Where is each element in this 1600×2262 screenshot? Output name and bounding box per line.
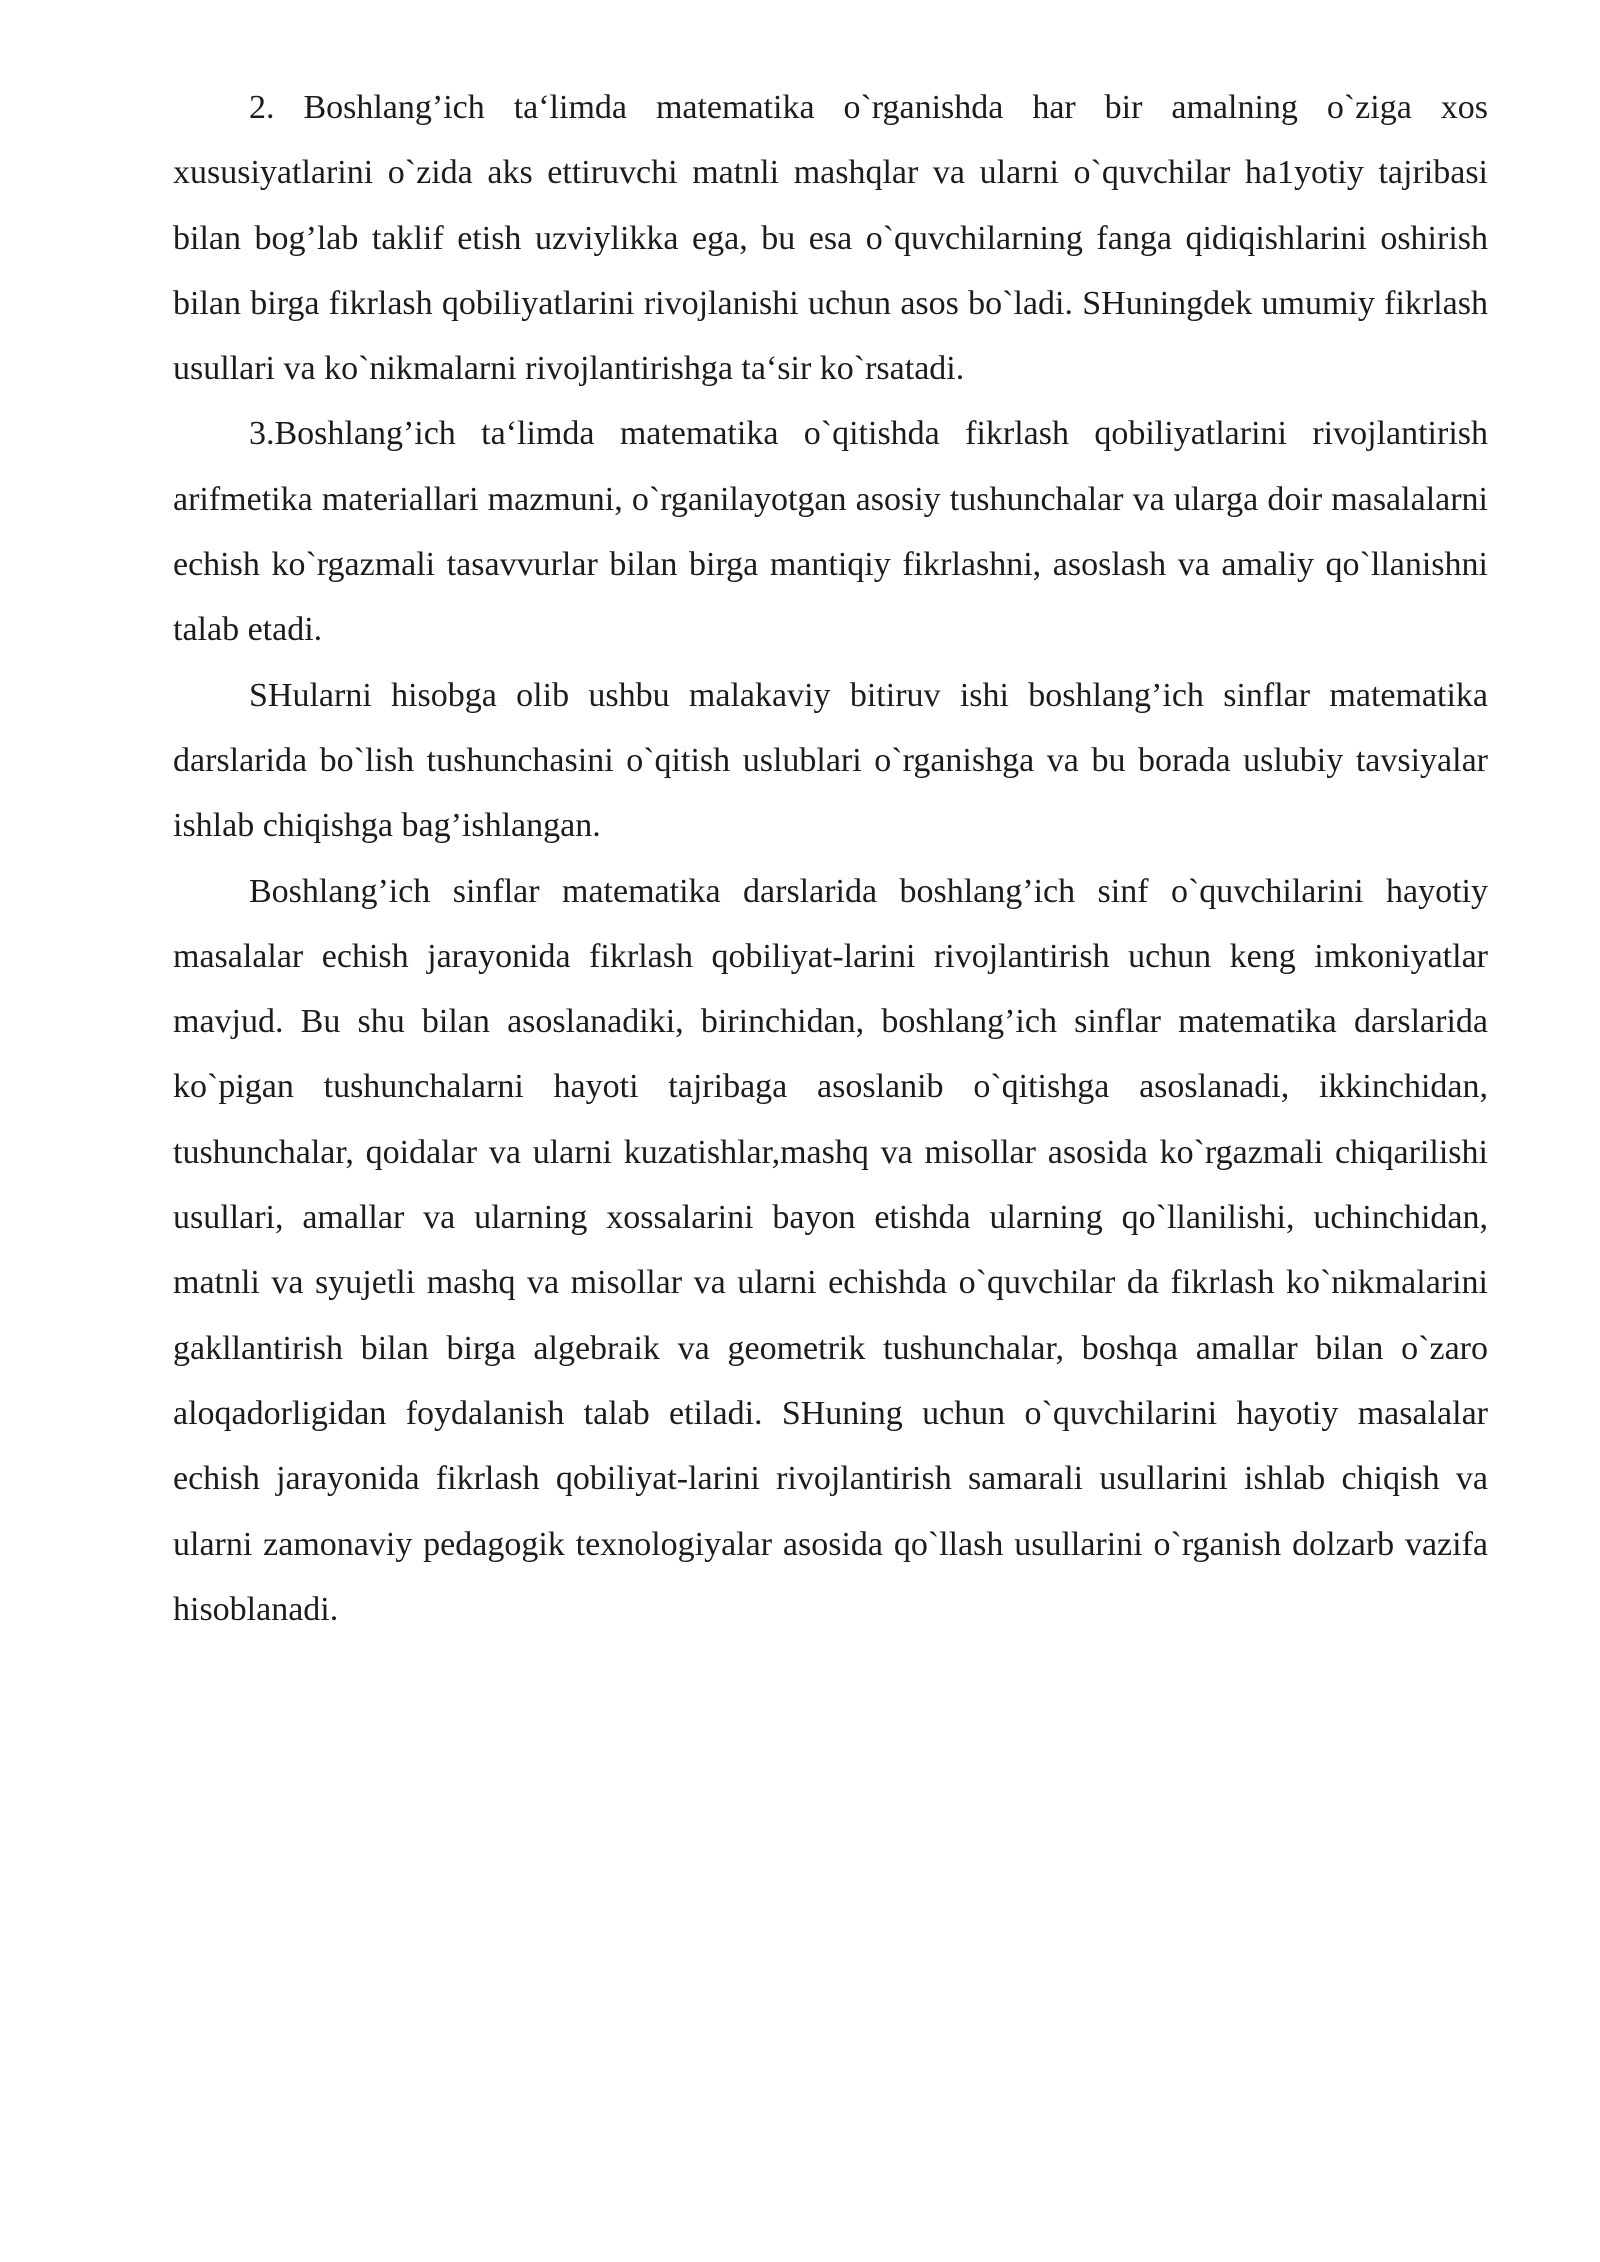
document-body xyxy=(173,75,1488,1642)
paragraph-point-3: 3.Boshlang’ich ta‘limda matematika o`qitishda fikrlash qobiliyatlarini rivojlantirish arifmetika materiallari mazmuni, o`rganilayotgan asosiy tushunchalar va ularga doir masalalarni echish ko`rgazmali tasavvurlar bilan birga mantiqiy fikrlashni, asoslash va amaliy qo`llanishni talab etadi. xyxy=(173,415,1488,649)
paragraph-opportunities: Boshlang’ich sinflar matematika darslarida boshlang’ich sinf o`quvchilarini hayotiy masalalar echish jarayonida fikrlash qobiliyat-larini rivojlantirish uchun keng imkoniyatlar mavjud. Bu shu bilan asoslanadiki, birinchidan, boshlang’ich sinflar matematika darslarida ko`pigan tushunchalarni hayoti tajribaga asoslanib o`qitishga asoslanadi, ikkinchidan, tushunchalar, qoidalar va ularni kuzatishlar,mashq va misollar asosida ko`rgazmali chiqarilishi usullari, amallar va ularning xossalarini bayon etishda ularning qo`llanilishi, uchinchidan, matnli va syujetli mashq va misollar va ularni echishda o`quvchilar da fikrlash ko`nikmalarini gakllantirish bilan birga algebraik va geometrik tushunchalar, boshqa amallar bilan o`zaro aloqadorligidan foydalanish talab etiladi. SHuning uchun o`quvchilarini hayotiy masalalar echish jarayonida fikrlash qobiliyat-larini rivojlantirish samarali usullarini ishlab chiqish va ularni zamonaviy pedagogik texnologiyalar asosida qo`llash usullarini o`rganish dolzarb vazifa hisoblanadi. xyxy=(173,872,1488,1628)
paragraph-thesis-purpose: SHularni hisobga olib ushbu malakaviy bitiruv ishi boshlang’ich sinflar matematika darslarida bo`lish tushunchasini o`qitish uslublari o`rganishga va bu borada uslubiy tavsiyalar ishlab chiqishga bag’ishlangan. xyxy=(173,676,1488,845)
paragraph-point-2: 2. Boshlang’ich ta‘limda matematika o`rganishda har bir amalning o`ziga xos xususiyatlarini o`zida aks ettiruvchi matnli mashqlar va ularni o`quvchilar ha1yotiy tajribasi bilan bog’lab taklif etish uzviylikka ega, bu esa o`quvchilarning fanga qidiqishlarini oshirish bilan birga fikrlash qobiliyatlarini rivojlanishi uchun asos bo`ladi. SHuningdek umumiy fikrlash usullari va ko`nikmalarni rivojlantirishga ta‘sir ko`rsatadi. xyxy=(173,89,1488,388)
